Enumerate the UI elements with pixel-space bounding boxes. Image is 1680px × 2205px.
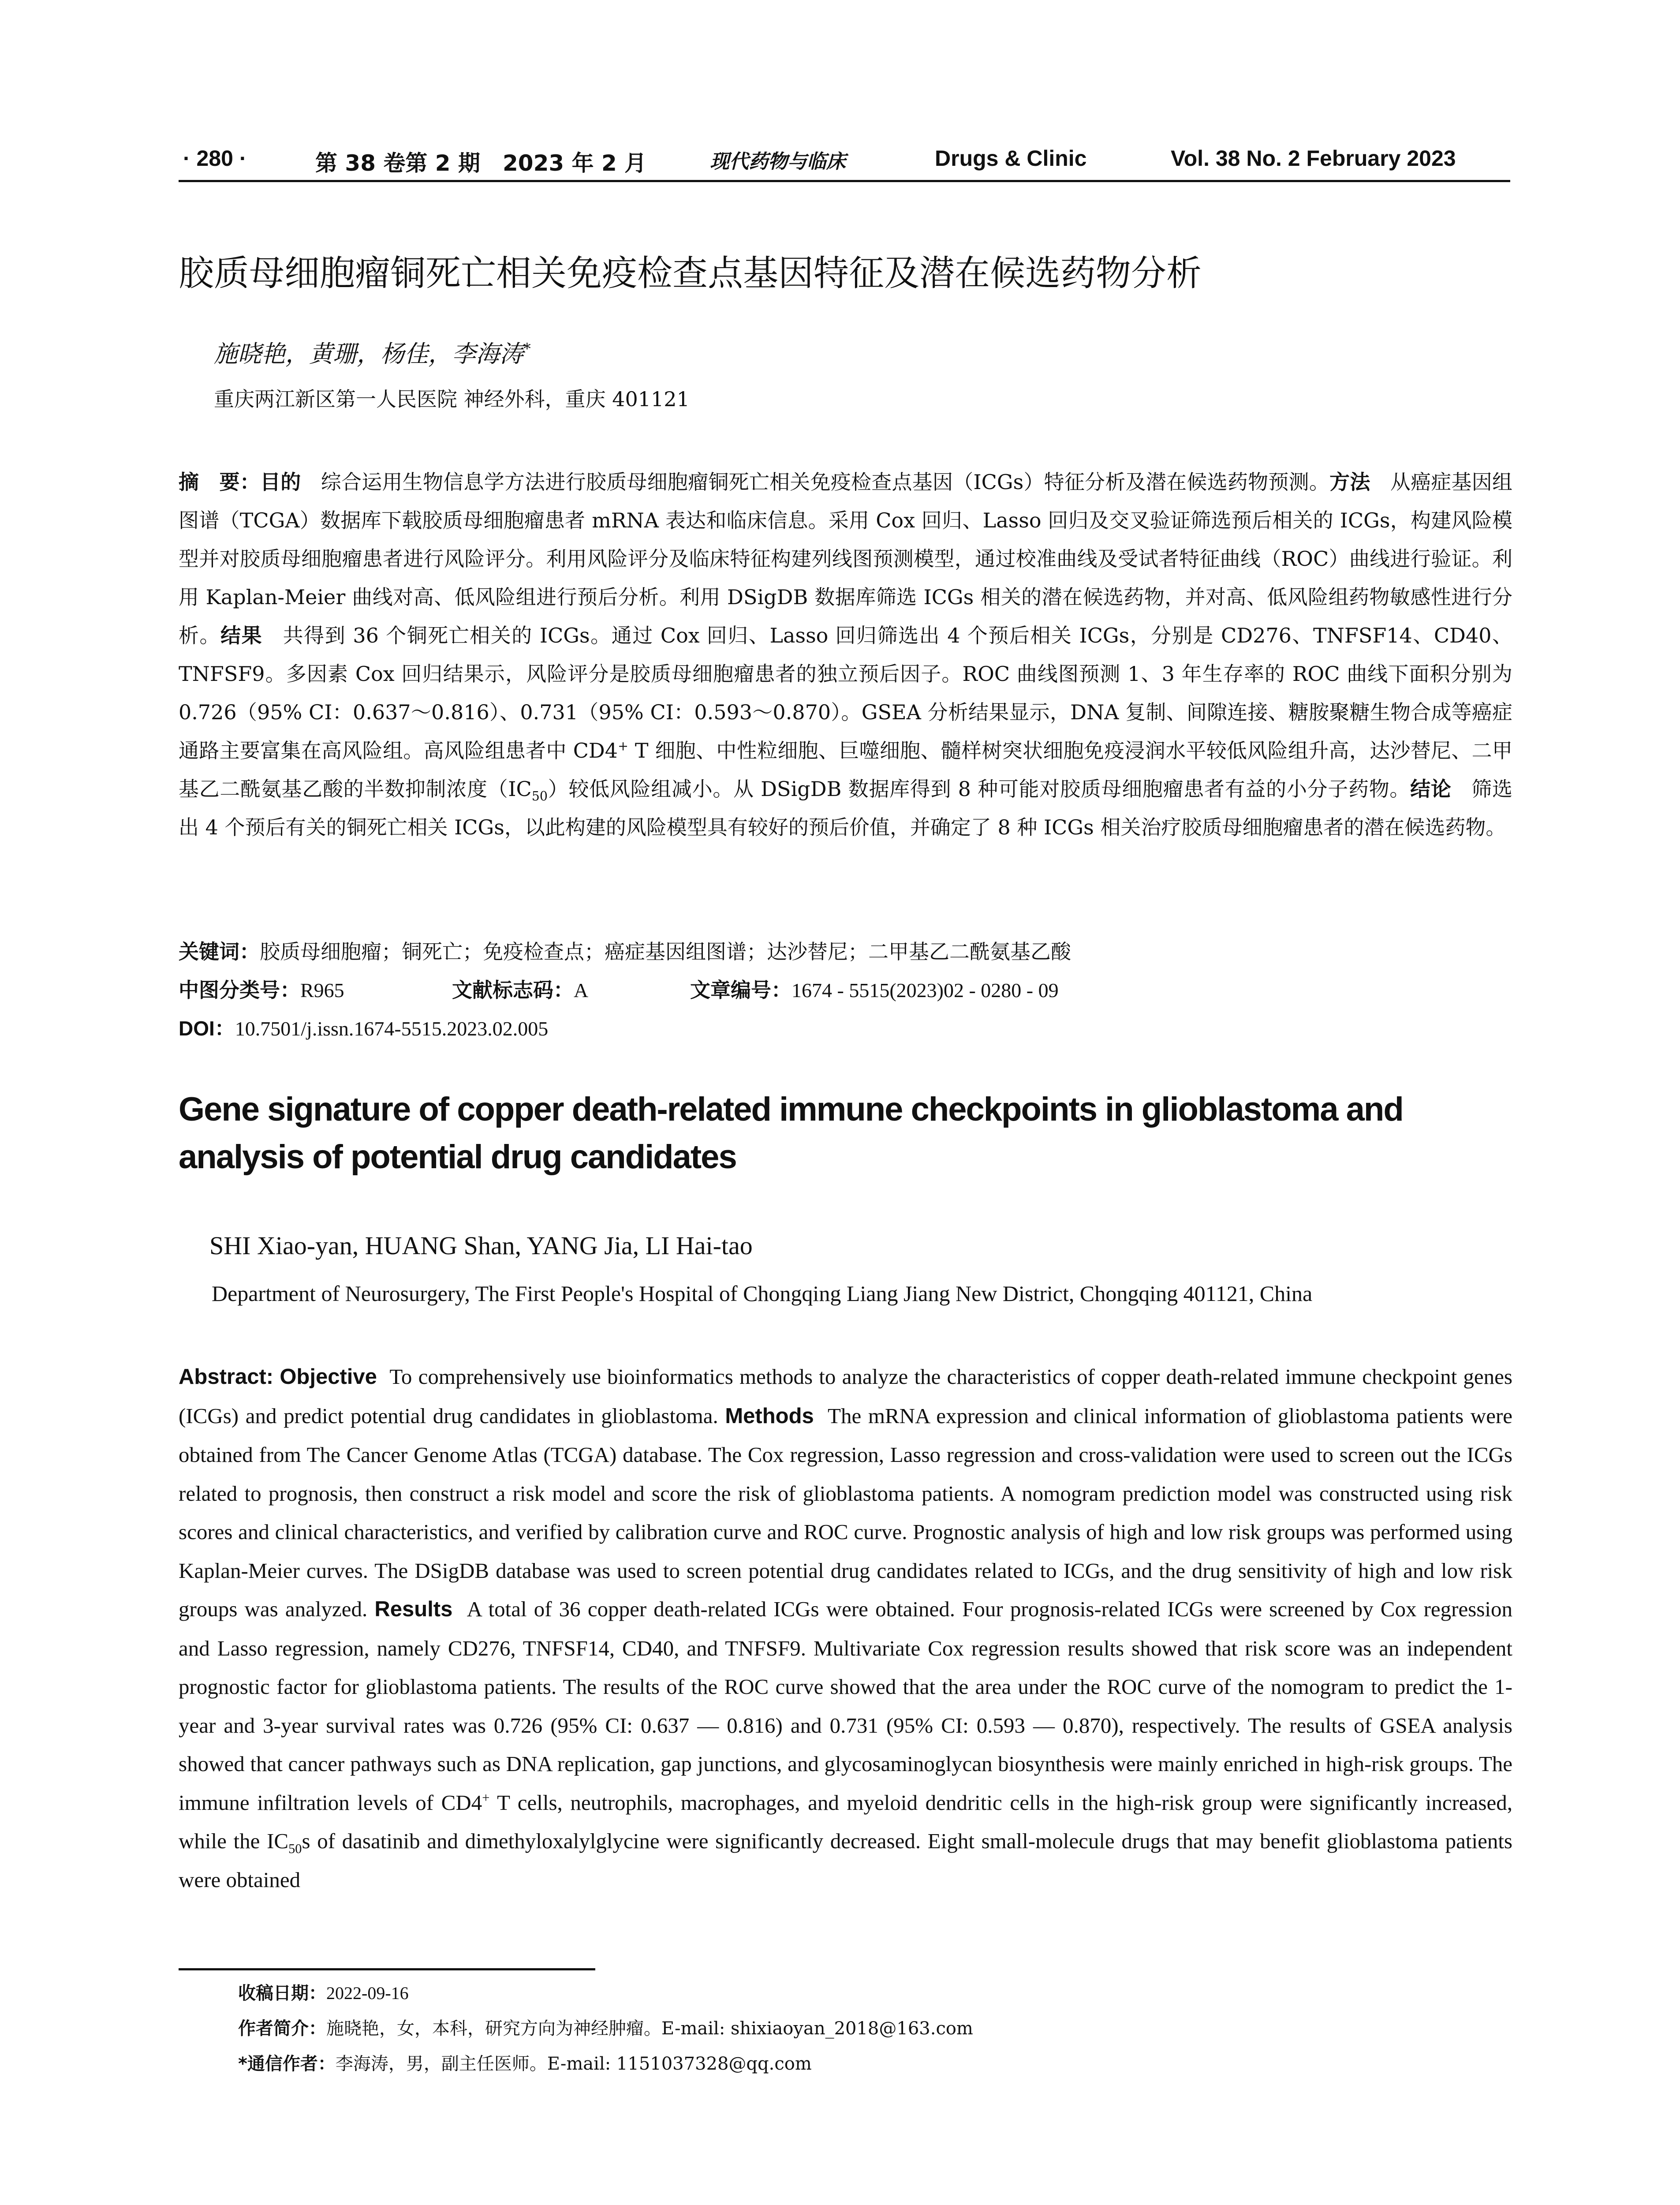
objective-label-en: Objective xyxy=(280,1365,377,1389)
conclusion-text-zh: 筛选出 4 个预后有关的铜死亡相关 ICGs，以此构建的风险模型具有较好的预后价值，并确定了 8 种 ICGs 相关治疗胶质母细胞瘤患者的潜在候选药物。 xyxy=(179,777,1512,839)
classification-line xyxy=(179,975,1059,1006)
doi-label: DOI： xyxy=(179,1017,235,1040)
methods-label-zh: 方法 xyxy=(1329,470,1370,494)
doc-code-value: A xyxy=(574,979,589,1002)
article-title-zh: 胶质母细胞瘤铜死亡相关免疫检查点基因特征及潜在候选药物分析 xyxy=(179,253,1202,294)
affiliation-zh: 重庆两江新区第一人民医院 神经外科，重庆 401121 xyxy=(214,387,690,411)
abstract-en xyxy=(179,1357,1512,1899)
results-sub-en: 50 xyxy=(288,1841,302,1856)
authors-en: SHI Xiao-yan, HUANG Shan, YANG Jia, LI Hai-tao xyxy=(209,1231,753,1260)
objective-text-en: To comprehensively use bioinformatics methods to analyze the characteristics of copper death-related immune checkpoint genes (ICGs) and predict potential drug candidates in glioblastoma. xyxy=(179,1364,1513,1428)
results-text-zh-a: 共得到 36 个铜死亡相关的 ICGs。通过 Cox 回归、Lasso 回归筛选出 4 个预后相关 ICGs，分别是 CD276、TNFSF14、CD40、TNFSF9。多因素 Cox 回归结果示，风险评分是胶质母细胞瘤患者的独立预后因子。ROC 曲线图预测 1、3 年生存率的 ROC 曲线下面积分别为 0.726（95% CI：0.637～0.816）、0.731（95% CI：0.593～0.870）。GSEA 分析结果显示，DNA 复制、间隙连接、糖胺聚糖生物合成等癌症通路主要富集在高风险组。高风险组患者中 CD4 xyxy=(179,624,1512,762)
methods-label-en: Methods xyxy=(725,1404,814,1428)
author-bio-label: 作者简介： xyxy=(238,2018,326,2039)
page-number: · 280 · xyxy=(183,146,247,171)
corresponding-text: 李海涛，男，副主任医师。E-mail: 1151037328@qq.com xyxy=(335,2054,812,2074)
methods-text-zh: 从癌症基因组图谱（TCGA）数据库下载胶质母细胞瘤患者 mRNA 表达和临床信息。采用 Cox 回归、Lasso 回归及交叉验证筛选预后相关的 ICGs，构建风险模型并对胶质母细胞瘤患者进行风险评分。利用风险评分及临床特征构建列线图预测模型，通过校准曲线及受试者特征曲线（ROC）曲线进行验证。利用 Kaplan-Meier 曲线对高、低风险组进行预后分析。利用 DSigDB 数据库筛选 ICGs 相关的潜在候选药物，并对高、低风险组药物敏感性进行分析。 xyxy=(179,470,1513,647)
abstract-label-zh: 摘 要： xyxy=(179,470,260,494)
doi-link[interactable]: 10.7501/j.issn.1674-5515.2023.02.005 xyxy=(235,1017,549,1040)
author-names-zh: 施晓艳，黄珊，杨佳，李海涛 xyxy=(214,340,523,368)
author-bio-text: 施晓艳，女，本科，研究方向为神经肿瘤。E-mail: shixiaoyan_2018@163.com xyxy=(326,2018,973,2039)
results-sup-zh: + xyxy=(618,739,628,754)
issue-date: 2023 年 2 月 xyxy=(503,150,647,176)
abstract-zh xyxy=(179,463,1512,847)
journal-name-zh: 现代药物与临床 xyxy=(710,150,846,173)
running-header xyxy=(179,140,1510,182)
footnote-received xyxy=(238,1976,1473,2011)
keywords-zh xyxy=(179,936,1071,967)
conclusion-label-zh: 结论 xyxy=(1410,777,1452,801)
objective-label-zh: 目的 xyxy=(260,470,301,494)
corresponding-label: *通信作者： xyxy=(238,2054,336,2074)
affiliation-en: Department of Neurosurgery, The First People's Hospital of Chongqing Liang Jiang New District, Chongqing 401121, China xyxy=(212,1281,1313,1306)
received-date: 2022-09-16 xyxy=(326,1983,409,2003)
objective-text-zh: 综合运用生物信息学方法进行胶质母细胞瘤铜死亡相关免疫检查点基因（ICGs）特征分析及潜在候选药物预测。 xyxy=(321,470,1330,494)
results-text-en-c: s of dasatinib and dimethyloxalylglycine were significantly decreased. Eight small-molecule drugs that may benefit glioblastoma patients were obtained xyxy=(179,1829,1512,1892)
received-label: 收稿日期： xyxy=(238,1983,326,2003)
doc-code-label: 文献标志码： xyxy=(452,978,574,1002)
results-sub-zh: 50 xyxy=(531,789,548,804)
journal-name-en: Drugs & Clinic xyxy=(935,146,1087,171)
results-label-zh: 结果 xyxy=(220,624,263,647)
article-title-en: Gene signature of copper death-related immune checkpoints in glioblastoma and analysis of potential drug candidates xyxy=(179,1091,1403,1176)
results-text-en-a: A total of 36 copper death-related ICGs were obtained. Four prognosis-related ICGs were screened by Cox regression and Lasso regression, namely CD276, TNFSF14, CD40, and TNFSF9. Multivariate Cox regression results showed that risk score was an independent prognostic factor for glioblastoma patients. The results of the ROC curve showed that the area under the ROC curve of the nomogram to predict the 1-year and 3-year survival rates was 0.726 (95% CI: 0.637 — 0.816) and 0.731 (95% CI: 0.593 — 0.870), respectively. The results of GSEA analysis showed that cancer pathways such as DNA replication, gap junctions, and glycosaminoglycan biosynthesis were mainly enriched in high-risk groups. The immune infiltration levels of CD4 xyxy=(179,1597,1512,1815)
footnote-corresponding xyxy=(238,2046,1473,2082)
keywords-text: 胶质母细胞瘤；铜死亡；免疫检查点；癌症基因组图谱；达沙替尼；二甲基乙二酰氨基乙酸 xyxy=(260,940,1071,964)
footnote-author-bio xyxy=(238,2011,1473,2046)
results-sup-en: + xyxy=(482,1790,490,1805)
volume-info: Vol. 38 No. 2 February 2023 xyxy=(1171,146,1456,171)
results-text-zh-c: ）较低风险组减小。从 DSigDB 数据库得到 8 种可能对胶质母细胞瘤患者有益的小分子药物。 xyxy=(548,777,1411,801)
clc-value: R965 xyxy=(300,979,344,1002)
footnotes xyxy=(238,1976,1473,2082)
results-label-en: Results xyxy=(374,1597,453,1621)
results-text-en-b: T cells, neutrophils, macrophages, and myeloid dendritic cells in the high-risk group were significantly increased, while the IC xyxy=(179,1790,1512,1853)
methods-text-en: The mRNA expression and clinical information of glioblastoma patients were obtained from The Cancer Genome Atlas (TCGA) database. The Cox regression, Lasso regression and cross-validation were used to screen out the ICGs related to prognosis, then construct a risk model and score the risk of glioblastoma patients. A nomogram prediction model was constructed using risk scores and clinical characteristics, and verified by calibration curve and ROC curve. Prognostic analysis of high and low risk groups was performed using Kaplan-Meier curves. The DSigDB database was used to screen potential drug candidates related to ICGs, and the drug sensitivity of high and low risk groups was analyzed. xyxy=(179,1403,1513,1621)
article-number-value: 1674 - 5515(2023)02 - 0280 - 09 xyxy=(791,979,1059,1002)
authors-zh xyxy=(214,339,531,370)
abstract-label-en: Abstract: xyxy=(179,1365,274,1389)
article-number-label: 文章编号： xyxy=(690,978,791,1002)
keywords-label: 关键词： xyxy=(179,940,260,964)
clc-label: 中图分类号： xyxy=(179,978,300,1002)
issue-number: 第 38 卷第 2 期 xyxy=(315,150,480,176)
corresponding-mark: * xyxy=(523,340,531,357)
footnote-divider xyxy=(179,1968,595,1970)
results-text-zh-b: T 细胞、中性粒细胞、巨噬细胞、髓样树突状细胞免疫浸润水平较低风险组升高，达沙替尼、二甲基乙二酰氨基乙酸的半数抑制浓度（IC xyxy=(179,739,1512,801)
doi-line xyxy=(179,1013,548,1044)
